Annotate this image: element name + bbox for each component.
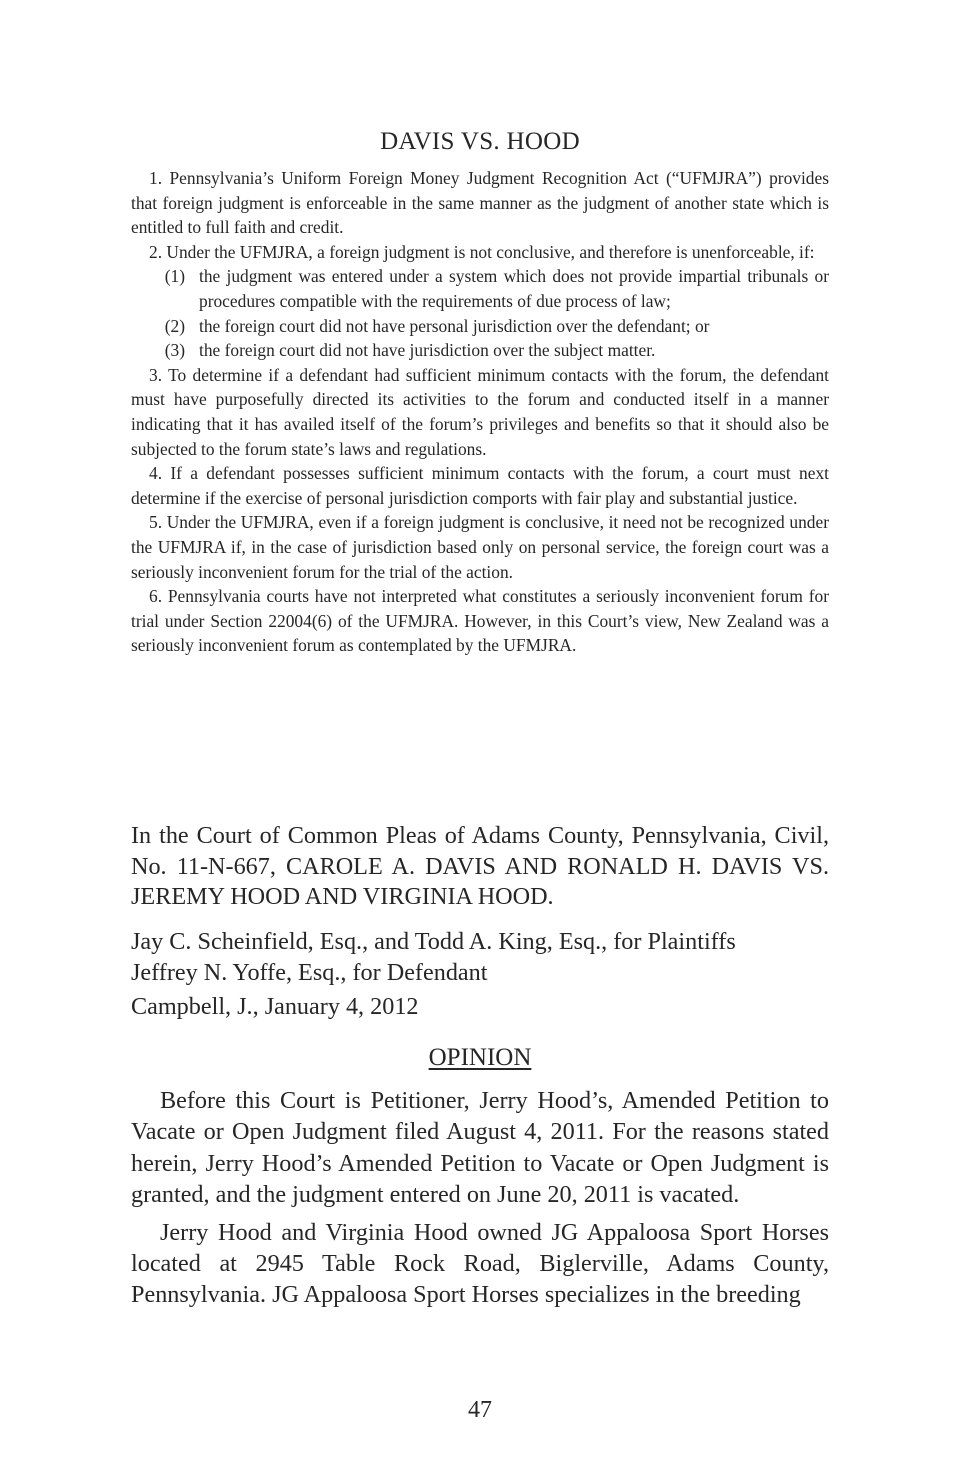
- judge-date: Campbell, J., January 4, 2012: [131, 993, 419, 1020]
- body-paragraph: Jerry Hood and Virginia Hood owned JG Appaloosa Sport Horses located at 2945 Table Rock Road, Biglerville, Adams County, Pennsylvania. JG Appaloosa Sport Horses specializes in the breeding: [131, 1218, 829, 1309]
- headnote-subitem: [131, 338, 829, 363]
- headnote-text: Under the UFMJRA, a foreign judgment is not conclusive, and therefore is unenforceable, if:: [166, 241, 815, 262]
- case-caption: In the Court of Common Pleas of Adams County, Pennsylvania, Civil, No. 11-N-667, CAROLE A. DAVIS AND RONALD H. DAVIS VS. JEREMY HOOD AND VIRGINIA HOOD.: [131, 822, 829, 911]
- headnote-number: 6.: [149, 586, 163, 607]
- headnote-text: If a defendant possesses sufficient minimum contacts with the forum, a court must next determine if the exercise of personal jurisdiction comports with fair play and substantial justice.: [131, 463, 829, 508]
- opinion-heading: [131, 1044, 829, 1072]
- subitem-text: the judgment was entered under a system which does not provide impartial tribunals or procedures compatible with the requirements of due process of law;: [199, 266, 829, 311]
- subitem-text: the foreign court did not have personal jurisdiction over the defendant; or: [199, 315, 710, 336]
- subitem-number: (3): [164, 340, 185, 361]
- case-title: DAVIS VS. HOOD: [380, 128, 580, 155]
- headnote-text: Under the UFMJRA, even if a foreign judgment is conclusive, it need not be recognized under the UFMJRA if, in the case of jurisdiction based only on personal service, the foreign court was a seriously inconvenient forum for the trial of the action.: [131, 512, 829, 582]
- body-paragraph: Before this Court is Petitioner, Jerry Hood’s, Amended Petition to Vacate or Open Judgment filed August 4, 2011. For the reasons stated herein, Jerry Hood’s Amended Petition to Vacate or Open Judgment is granted, and the judgment entered on June 20, 2011 is vacated.: [131, 1087, 829, 1209]
- subitem-number: (1): [164, 266, 185, 287]
- headnote-subitem: [131, 264, 829, 313]
- subitem-text: the foreign court did not have jurisdiction over the subject matter.: [199, 340, 656, 361]
- headnote-number: 2.: [149, 241, 163, 262]
- page-number: 47: [468, 1397, 492, 1423]
- headnote-number: 1.: [149, 168, 163, 188]
- opinion-heading-text: OPINION: [428, 1044, 532, 1071]
- headnote-text: Pennsylvania’s Uniform Foreign Money Judgment Recognition Act (“UFMJRA”) provides that foreign judgment is enforceable in the same manner as the judgment of another state which is entitled to full faith and credit.: [131, 168, 829, 238]
- headnote-subitem: [131, 314, 829, 339]
- counsel-block: [131, 927, 829, 988]
- headnote-number: 5.: [149, 512, 163, 533]
- headnote-text: To determine if a defendant had sufficient minimum contacts with the forum, the defendant must have purposefully directed its activities to the forum and conducted itself in a manner indicating that it has availed itself of the forum’s privileges and benefits so that it should also be subjected to the forum state’s laws and regulations.: [131, 364, 829, 459]
- headnote: [131, 584, 829, 658]
- headnote: [131, 461, 829, 510]
- opinion-body: [131, 1085, 829, 1317]
- plaintiffs-counsel: Jay C. Scheinfield, Esq., and Todd A. King, Esq., for Plaintiffs: [131, 928, 736, 955]
- headnote: [131, 240, 829, 265]
- subitem-number: (2): [164, 315, 185, 336]
- headnote-text: Pennsylvania courts have not interpreted what constitutes a seriously inconvenient forum for trial under Section 22004(6) of the UFMJRA. However, in this Court’s view, New Zealand was a seriously inconvenient forum as contemplated by the UFMJRA.: [131, 586, 829, 656]
- defendant-counsel: Jeffrey N. Yoffe, Esq., for Defendant: [131, 958, 488, 986]
- headnote: [131, 363, 829, 461]
- headnote-number: 4.: [149, 463, 163, 484]
- headnote: [131, 166, 829, 240]
- headnote-number: 3.: [149, 364, 163, 385]
- headnotes: [131, 166, 829, 658]
- headnote: [131, 510, 829, 584]
